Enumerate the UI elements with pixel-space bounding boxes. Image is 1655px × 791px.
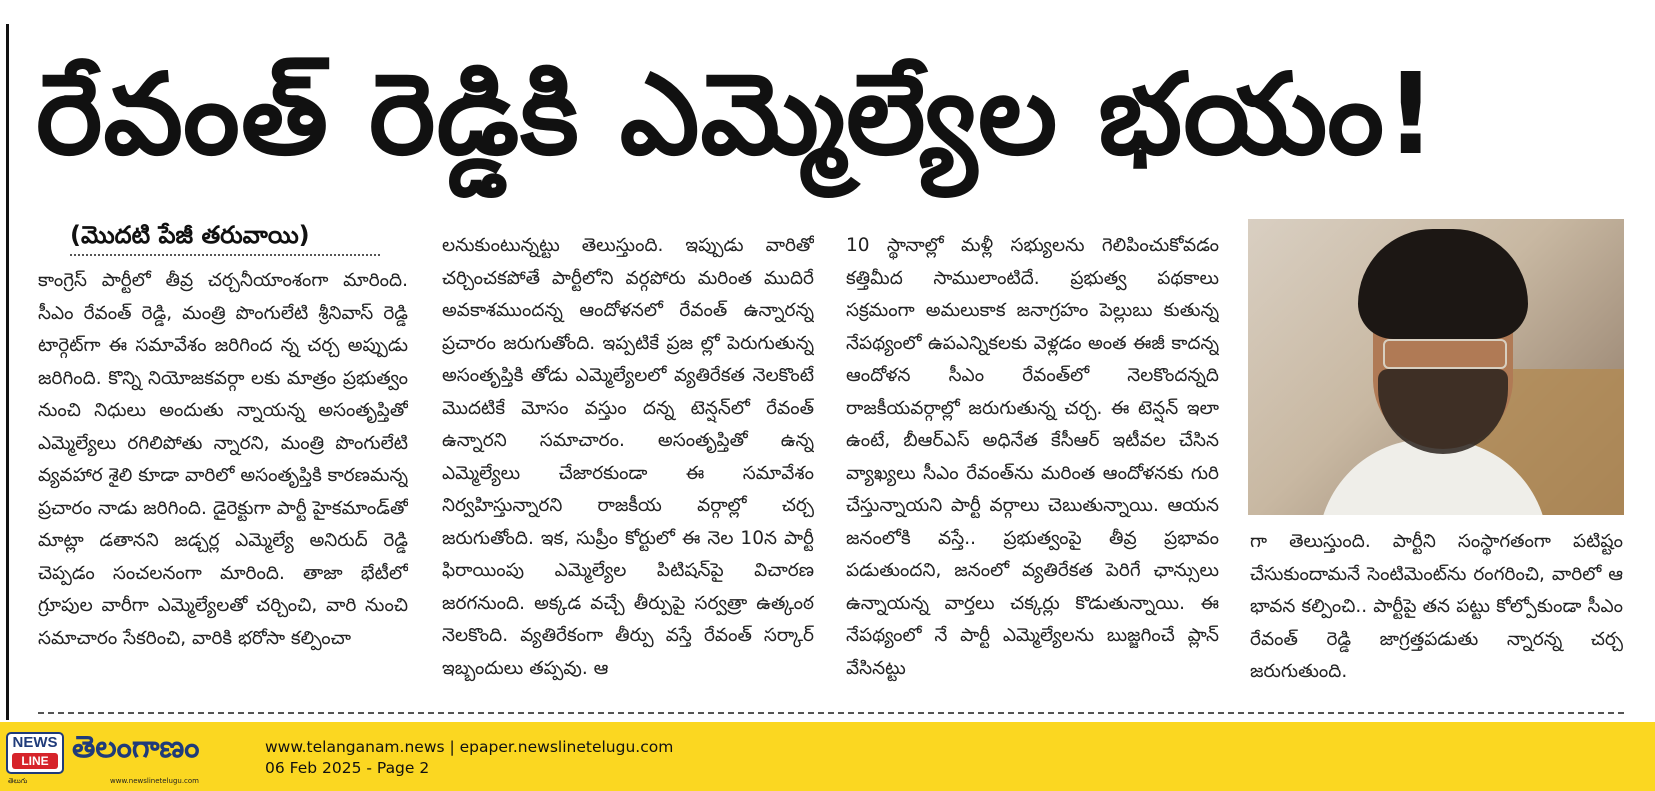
headline: రేవంత్ రెడ్డికి ఎమ్మెల్యేల భయం! [36, 50, 1438, 180]
logo-news-text: NEWS [12, 734, 58, 751]
article-column-4: గా తెలుస్తుంది. పార్టీని సంస్థాగతంగా పటిష్టం చేసుకుందామనే సెంటిమెంట్‌ను రంగరించి, వారిలో ఆ భావన కల్పించి.. పార్టీపై తన పట్టు కోల్పోకుండా సీఎం రేవంత్ రెడ్డి జాగ్రత్తపడుతు న్నారన్న చర్చ జరుగుతుంది. [1250, 531, 1623, 682]
logo-line-text: LINE [12, 753, 58, 769]
continued-from-front-page-label: (మొదటి పేజీ తరువాయి) [70, 218, 380, 256]
edition-date-page: 06 Feb 2025 - Page 2 [265, 759, 430, 777]
newsline-logo [6, 732, 64, 774]
article-column-3: 10 స్థానాల్లో మళ్లీ సభ్యులను గెలిపించుకోవడం కత్తిమీద సాములాంటిదే. ప్రభుత్వ పథకాలు సక్రమంగా అమలుకాక జనాగ్రహం పెల్లుబు కుతున్న నేపథ్యంలో ఉపఎన్నికలకు వెళ్లడం అంత ఈజీ కాదన్న ఆందోళన సీఎం రేవంత్‌లో నెలకొందన్నది రాజకీయవర్గాల్లో జరుగుతున్న చర్చ. ఈ టెన్షన్ ఇలా ఉంటే, బీఆర్ఎస్ అధినేత కేసీఆర్ ఇటీవల చేసిన వ్యాఖ్యలు సీఎం రేవంత్‌ను మరింత ఆందోళనకు గురి చేస్తున్నాయని పార్టీ వర్గాలు చెబుతున్నాయి. ఆయన జనంలోకి వస్తే.. ప్రభుత్వంపై తీవ్ర ప్రభావం పడుతుందని, జనంలో వ్యతిరేకత పెరిగే ఛాన్సులు ఉన్నాయన్న వార్తలు చక్కర్లు కొడుతున్నాయి. ఈ నేపథ్యంలో నే పార్టీ ఎమ్మెల్యేలను బుజ్జగించే ప్లాన్ వేసినట్టు [846, 235, 1219, 679]
photo-glasses-shape [1383, 339, 1507, 369]
logo-telugu-caption: తెలుగు [8, 777, 28, 785]
article-photo [1248, 219, 1624, 515]
article-column-2: లనుకుంటున్నట్టు తెలుస్తుంది. ఇప్పుడు వారితో చర్చించకపోతే పార్టీలోని వర్గపోరు మరింత ముదిరే అవకాశముందన్న ఆందోళనలో రేవంత్ ఉన్నారన్న ప్రచారం జరుగుతోంది. ఇప్పటికే ప్రజ ల్లో పెరుగుతున్న అసంతృప్తికి తోడు ఎమ్మెల్యేలలో వ్యతిరేకత నెలకొంటే మొదటికే మోసం వస్తుం దన్న టెన్షన్‌లో రేవంత్ ఉన్నారని సమాచారం. అసంతృప్తితో ఉన్న ఎమ్మెల్యేలు చేజారకుండా ఈ సమావేశం నిర్వహిస్తున్నారని రాజకీయ వర్గాల్లో చర్చ జరుగుతోంది. ఇక, సుప్రీం కోర్టులో ఈ నెల 10న పార్టీ ఫిరాయింపు ఎమ్మెల్యేల పిటిషన్‌పై విచారణ జరగనుంది. అక్కడ వచ్చే తీర్పుపై సర్వత్రా ఉత్కంఠ నెలకొంది. వ్యతిరేకంగా తీర్పు వస్తే రేవంత్ సర్కార్ ఇబ్బందులు తప్పవు. ఆ [442, 235, 814, 679]
footer-links[interactable]: www.telanganam.news | epaper.newslinetelugu.com [265, 738, 674, 756]
left-margin-rule [6, 24, 9, 720]
footer-bar [0, 722, 1655, 791]
telanganam-logo: తెలంగాణం [72, 730, 200, 765]
logo-website-caption: www.newslinetelugu.com [110, 777, 199, 785]
bottom-dashed-rule [38, 712, 1624, 714]
photo-hair-shape [1358, 229, 1528, 339]
article-column-1: కాంగ్రెస్ పార్టీలో తీవ్ర చర్చనీయాంశంగా మారింది. సీఎం రేవంత్ రెడ్డి, మంత్రి పొంగులేటి శ్రీనివాస్ రెడ్డి టార్గెట్‌గా ఈ సమావేశం జరిగింద న్న చర్చ అప్పుడు జరిగింది. కొన్ని నియోజకవర్గా లకు మాత్రం ప్రభుత్వం నుంచి నిధులు అందుతు న్నాయన్న అసంతృప్తితో ఎమ్మెల్యేలు రగిలిపోతు న్నారని, మంత్రి పొంగులేటి వ్యవహార శైలి కూడా వారిలో అసంతృప్తికి కారణమన్న ప్రచారం నాడు జరిగింది. డైరెక్టుగా పార్టీ హైకమాండ్‌తో మాట్లా డతానని జడ్చర్ల ఎమ్మెల్యే అనిరుద్ రెడ్డి చెప్పడం సంచలనంగా మారింది. తాజా భేటీలో గ్రూపుల వారీగా ఎమ్మెల్యేలతో చర్చించి, వారి నుంచి సమాచారం సేకరించి, వారికి భరోసా కల్పించా [38, 270, 408, 649]
